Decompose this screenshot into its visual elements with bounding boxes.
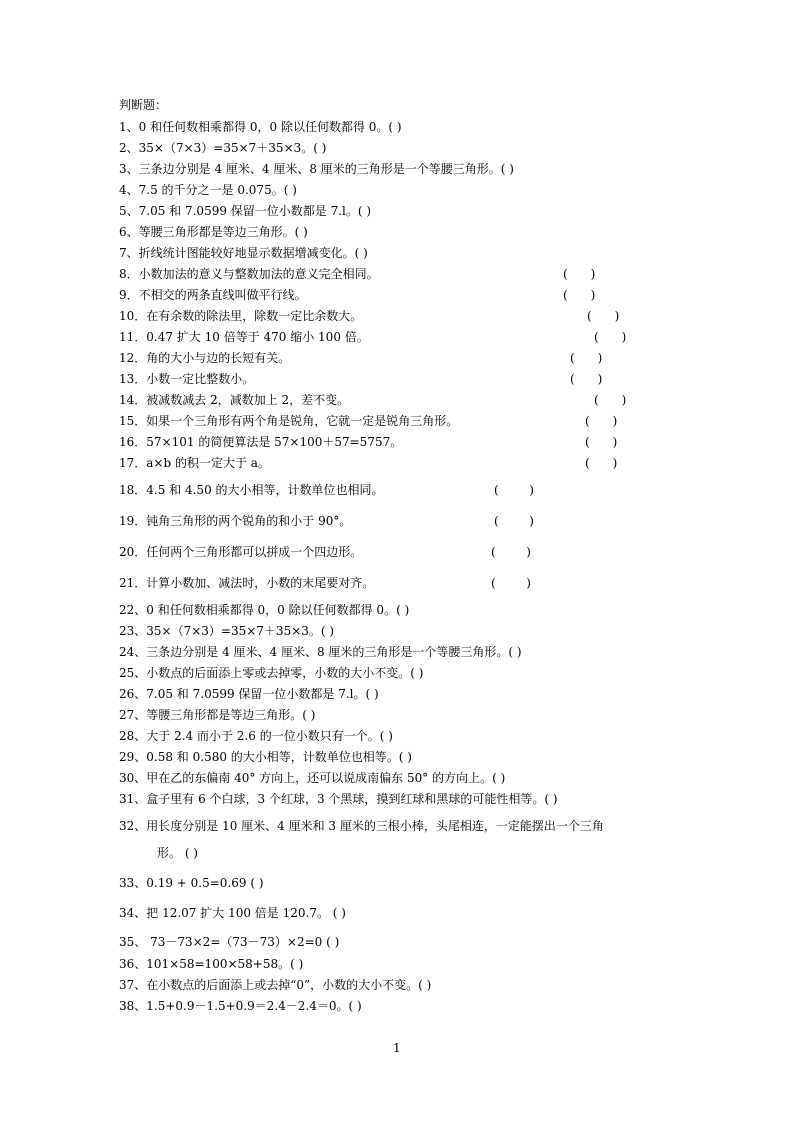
question-item: 4、7.5 的千分之一是 0.075。( ): [119, 183, 297, 197]
question-item: 30、甲在乙的东偏南 40° 方向上，还可以说成南偏东 50° 的方向上。( ): [119, 771, 506, 785]
answer-paren: ( ): [491, 576, 531, 590]
question-item: 2、35×（7×3）=35×7＋35×3。( ): [119, 141, 327, 155]
question-item: 16．57×101 的简便算法是 57×100＋57=5757。: [119, 435, 403, 449]
question-item: 37、在小数点的后面添上或去掉“0”，小数的大小不变。( ): [119, 978, 432, 992]
question-item: 25、小数点的后面添上零或去掉零，小数的大小不变。( ): [119, 666, 424, 680]
question-item: 35、 73－73×2=（73－73）×2=0 ( ): [119, 935, 340, 949]
question-item: 34、把 12.07 扩大 100 倍是 120.7。 ( ): [119, 906, 346, 920]
page-number: 1: [393, 1041, 401, 1055]
answer-paren: ( ): [494, 514, 534, 528]
answer-paren: ( ): [585, 435, 618, 449]
question-item: 11．0.47 扩大 10 倍等于 470 缩小 100 倍。: [119, 330, 369, 344]
answer-paren: ( ): [585, 414, 618, 428]
answer-paren: ( ): [585, 456, 618, 470]
answer-paren: ( ): [570, 351, 603, 365]
question-item: 21．计算小数加、减法时，小数的末尾要对齐。: [119, 576, 375, 590]
question-item: 9．不相交的两条直线叫做平行线。: [119, 288, 307, 302]
question-item: 24、三条边分别是 4 厘米、4 厘米、8 厘米的三角形是一个等腰三角形。( ): [119, 645, 522, 659]
question-item: 5、7.05 和 7.0599 保留一位小数都是 7.l。( ): [119, 204, 372, 218]
question-item: 33、0.19 + 0.5=0.69 ( ): [119, 876, 264, 890]
question-item: 17．a×b 的积一定大于 a。: [119, 456, 270, 470]
question-item: 20．任何两个三角形都可以拼成一个四边形。: [119, 545, 363, 559]
question-item: 22、0 和任何数相乘都得 0，0 除以任何数都得 0。( ): [119, 603, 410, 617]
question-item: 12．角的大小与边的长短有关。: [119, 351, 291, 365]
question-item: 38、1.5+0.9－1.5+0.9＝2.4－2.4＝0。( ): [119, 999, 362, 1013]
answer-paren: ( ): [563, 267, 596, 281]
question-item: 18．4.5 和 4.50 的大小相等，计数单位也相同。: [119, 483, 384, 497]
section-heading: 判断题：: [119, 98, 168, 112]
question-item: 14．被减数减去 2，减数加上 2，差不变。: [119, 393, 350, 407]
question-item: 28、大于 2.4 而小于 2.6 的一位小数只有一个。( ): [119, 729, 393, 743]
answer-paren: ( ): [563, 288, 596, 302]
question-item: 15．如果一个三角形有两个角是锐角，它就一定是锐角三角形。: [119, 414, 459, 428]
question-item: 31、盒子里有 6 个白球，3 个红球，3 个黑球，摸到红球和黑球的可能性相等。( ): [119, 792, 558, 806]
question-item: 7、折线统计图能较好地显示数据增减变化。( ): [119, 246, 368, 260]
question-item: 1、0 和任何数相乘都得 0，0 除以任何数都得 0。( ): [119, 120, 402, 134]
question-item: 8．小数加法的意义与整数加法的意义完全相同。: [119, 267, 379, 281]
question-item: 13．小数一定比整数小。: [119, 372, 255, 386]
question-item: 26、7.05 和 7.0599 保留一位小数都是 7.l。( ): [119, 687, 379, 701]
question-item: 27、等腰三角形都是等边三角形。( ): [119, 708, 316, 722]
answer-paren: ( ): [570, 372, 603, 386]
answer-paren: ( ): [594, 330, 627, 344]
answer-paren: ( ): [494, 483, 534, 497]
question-item: 6、等腰三角形都是等边三角形。( ): [119, 225, 308, 239]
question-item-continuation: 形。 ( ): [157, 846, 198, 860]
answer-paren: ( ): [594, 393, 627, 407]
answer-paren: ( ): [491, 545, 531, 559]
answer-paren: ( ): [587, 309, 620, 323]
question-item: 32、用长度分别是 10 厘米、4 厘米和 3 厘米的三根小棒，头尾相连，一定能摆出一个三角: [119, 819, 604, 833]
question-item: 23、35×（7×3）=35×7＋35×3。( ): [119, 624, 335, 638]
question-item: 19．钝角三角形的两个锐角的和小于 90°。: [119, 514, 352, 528]
question-item: 10．在有余数的除法里，除数一定比余数大。: [119, 309, 363, 323]
question-item: 36、101×58=100×58+58。( ): [119, 957, 304, 971]
question-item: 3、三条边分别是 4 厘米、4 厘米、8 厘米的三角形是一个等腰三角形。( ): [119, 162, 514, 176]
question-item: 29、0.58 和 0.580 的大小相等，计数单位也相等。( ): [119, 750, 412, 764]
